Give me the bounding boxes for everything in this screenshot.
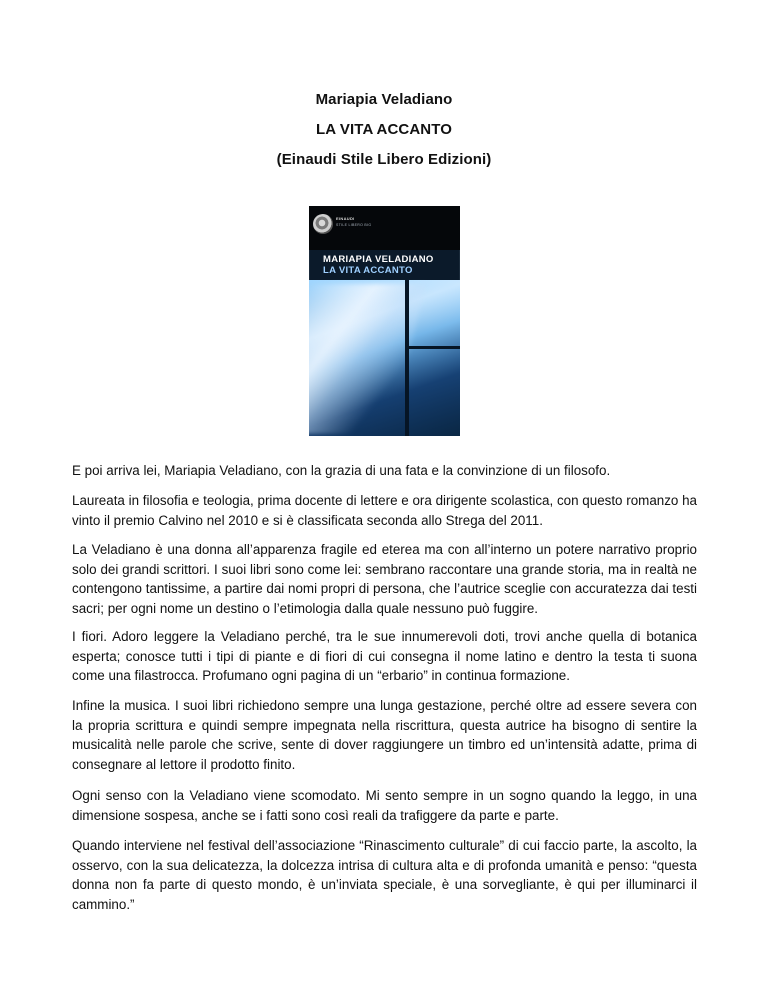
einaudi-logo-icon	[313, 214, 333, 234]
paragraph: I fiori. Adoro leggere la Veladiano perché, tra le sue innumerevoli doti, trovi anche quella di botanica esperta; conosce tutti i tipi di piante e di fiori di cui consegna il nome latino e dentro la testa ti suona come una filastrocca. Profumano ogni pagina di un “erbario” in continua formazione.	[72, 629, 697, 683]
cover-series-label: STILE LIBERO BIG	[336, 223, 372, 227]
cover-window-frame	[405, 280, 409, 436]
publisher-heading: (Einaudi Stile Libero Edizioni)	[276, 151, 492, 168]
paragraph: Laureata in filosofia e teologia, prima docente di lettere e ora dirigente scolastica, con questo romanzo ha vinto il premio Calvino nel 2010 e si è classificata seconda allo Strega del 2011.	[72, 493, 697, 528]
cover-title: LA VITA ACCANTO	[323, 265, 413, 276]
cover-author: MARIAPIA VELADIANO	[323, 254, 434, 265]
paragraph: Ogni senso con la Veladiano viene scomodato. Mi sento sempre in un sogno quando la leggo, in una dimensione sospesa, anche se i fatti sono così reali da trafiggere da parte e parte.	[72, 788, 697, 823]
author-heading: Mariapia Veladiano	[315, 91, 453, 108]
book-title-heading: LA VITA ACCANTO	[316, 121, 452, 138]
paragraph: La Veladiano è una donna all’apparenza fragile ed eterea ma con all’interno un potere narrativo proprio solo dei grandi scrittori. I suoi libri sono come lei: sembrano raccontare una grande storia, ma in realtà ne contengono tantissime, a partire dai nomi propri di persona, che l’autrice sceglie con accuratezza dai testi sacri; per ogni nome un destino o l’etimologia dalla quale nessuno può fuggire.	[72, 542, 697, 616]
book-cover-image	[309, 206, 460, 436]
paragraph: E poi arriva lei, Mariapia Veladiano, con la grazia di una fata e la convinzione di un filosofo.	[72, 463, 611, 478]
cover-window-frame-bar	[405, 346, 460, 349]
paragraph: Infine la musica. I suoi libri richiedono sempre una lunga gestazione, perché oltre ad essere severa con la propria scrittura e quindi sempre impegnata nella riscrittura, questa autrice ha bisogno di sentire la musicalità nelle parole che scrive, sente di dover raggiungere un timbro ed un’intensità adatte, prima di consegnare al lettore il prodotto finito.	[72, 698, 697, 772]
paragraph: Quando interviene nel festival dell’associazione “Rinascimento culturale” di cui faccio parte, la ascolto, la osservo, con la sua delicatezza, la dolcezza intrisa di cultura alta e di profonda umanità e penso: “questa donna non fa parte di questo mondo, è un’inviata speciale, è una sorvegliante, è qui per illuminarci il cammino.”	[72, 838, 697, 912]
cover-publisher-mark: EINAUDI	[336, 216, 355, 221]
